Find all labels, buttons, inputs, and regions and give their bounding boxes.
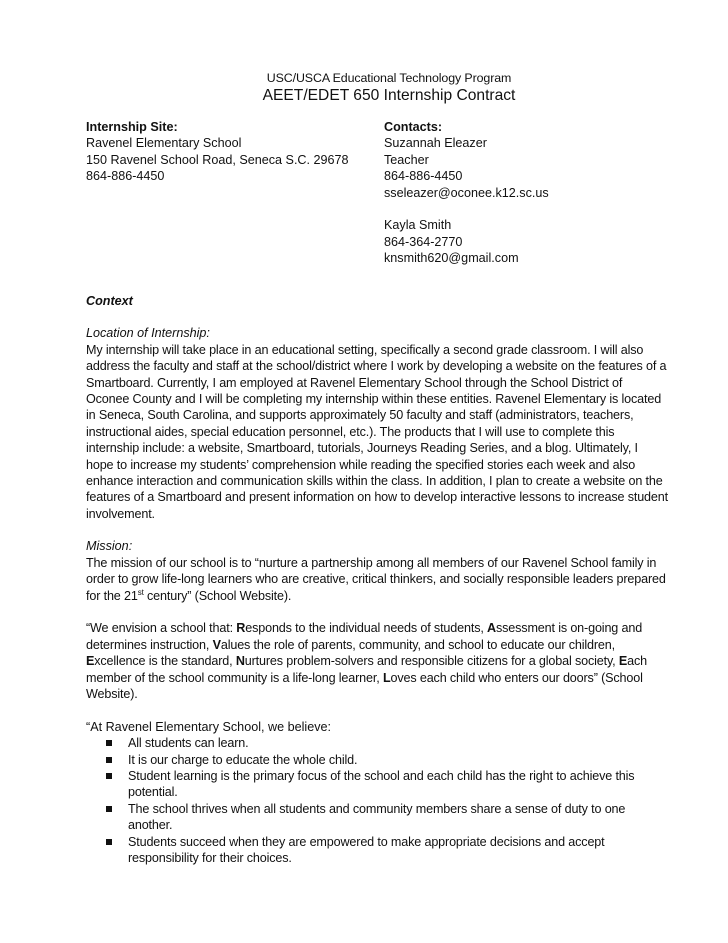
contract-title: AEET/EDET 650 Internship Contract [262, 87, 516, 104]
vision-line: member of the school community is a life-long learner, Loves each child who enters our doors” (School [86, 670, 643, 685]
internship-site [86, 119, 376, 185]
location-line: address the faculty and staff at the school/district where I work by developing a website on the features of a [86, 359, 667, 374]
location-paragraph [86, 342, 668, 522]
mission-heading: Mission: [86, 539, 133, 554]
vision-paragraph [86, 620, 646, 702]
list-item: It is our charge to educate the whole child. [86, 752, 646, 768]
site-address: 150 Ravenel School Road, Seneca S.C. 29678 [86, 152, 349, 167]
site-name: Ravenel Elementary School [86, 136, 242, 151]
mission-line: for the 21st century” (School Website). [86, 587, 292, 603]
mission-line: The mission of our school is to “nurture a partnership among all members of our Ravenel School family in [86, 555, 657, 570]
square-bullet-icon [106, 806, 112, 812]
location-line: hope to increase my students’ comprehension while reading the specified stories each week and also [86, 457, 636, 472]
square-bullet-icon [106, 773, 112, 779]
list-item: Student learning is the primary focus of the school and each child has the right to achieve this potential. [86, 768, 646, 801]
document-page [86, 70, 668, 866]
location-line: internship include: a website, Smartboard, tutorials, Journeys Reading Series, and a blog. Ultimately, I [86, 441, 638, 456]
site-contacts-block [86, 119, 646, 283]
vision-line: Website). [86, 686, 138, 701]
list-item: Students succeed when they are empowered to make appropriate decisions and accept responsibility for their choices. [86, 834, 646, 867]
document-header [132, 70, 646, 106]
location-line: My internship will take place in an educational setting, specifically a second grade classroom. I will also [86, 342, 644, 357]
contact1-phone: 864-886-4450 [384, 169, 463, 184]
beliefs-list [86, 735, 646, 866]
vision-line: “We envision a school that: Responds to the individual needs of students, Assessment is on-going and [86, 621, 643, 636]
square-bullet-icon [106, 757, 112, 763]
location-line: Smartboard. Currently, I am employed at Ravenel Elementary School through the School District of [86, 375, 623, 390]
site-phone: 864-886-4450 [86, 169, 165, 184]
vision-line: determines instruction, Values the role of parents, community, and school to educate our children, [86, 637, 615, 652]
contact1-title: Teacher [384, 152, 429, 167]
location-line: Oconee County and I will be completing my internship within these entities. Ravenel Elementary is located [86, 392, 662, 407]
mission-paragraph [86, 555, 666, 604]
location-line: instructional aides, special education personnel, etc.). The products that I will use to complete this [86, 424, 615, 439]
contact1-name: Suzannah Eleazer [384, 136, 487, 151]
contact2-name: Kayla Smith [384, 218, 452, 233]
contact2-email: knsmith620@gmail.com [384, 251, 519, 266]
square-bullet-icon [106, 740, 112, 746]
contact2-phone: 864-364-2770 [384, 234, 463, 249]
square-bullet-icon [106, 839, 112, 845]
program-title: USC/USCA Educational Technology Program [266, 71, 512, 85]
beliefs-intro: “At Ravenel Elementary School, we believe: [86, 719, 332, 734]
internship-site-label: Internship Site: [86, 120, 178, 134]
list-item: All students can learn. [86, 735, 646, 751]
context-heading: Context [86, 294, 133, 308]
location-line: features of a Smartboard and present information on how to develop interactive lessons to increase student [86, 490, 668, 505]
mission-line: order to grow life-long learners who are creative, critical thinkers, and socially responsible leaders prepared [86, 572, 666, 587]
location-line: in Seneca, South Carolina, and supports approximately 50 faculty and staff (administrators, teachers, [86, 408, 634, 423]
contact1-email: sseleazer@oconee.k12.sc.us [384, 185, 549, 200]
contacts-label: Contacts: [384, 120, 443, 134]
location-heading: Location of Internship: [86, 326, 210, 341]
list-item: The school thrives when all students and community members share a sense of duty to one another. [86, 801, 646, 834]
location-line: involvement. [86, 506, 155, 521]
location-line: enhance interaction and communication skills within the class. In addition, I plan to create a website on the [86, 474, 663, 489]
contacts [384, 119, 644, 267]
vision-line: Excellence is the standard, Nurtures problem-solvers and responsible citizens for a global society, Each [86, 654, 647, 669]
